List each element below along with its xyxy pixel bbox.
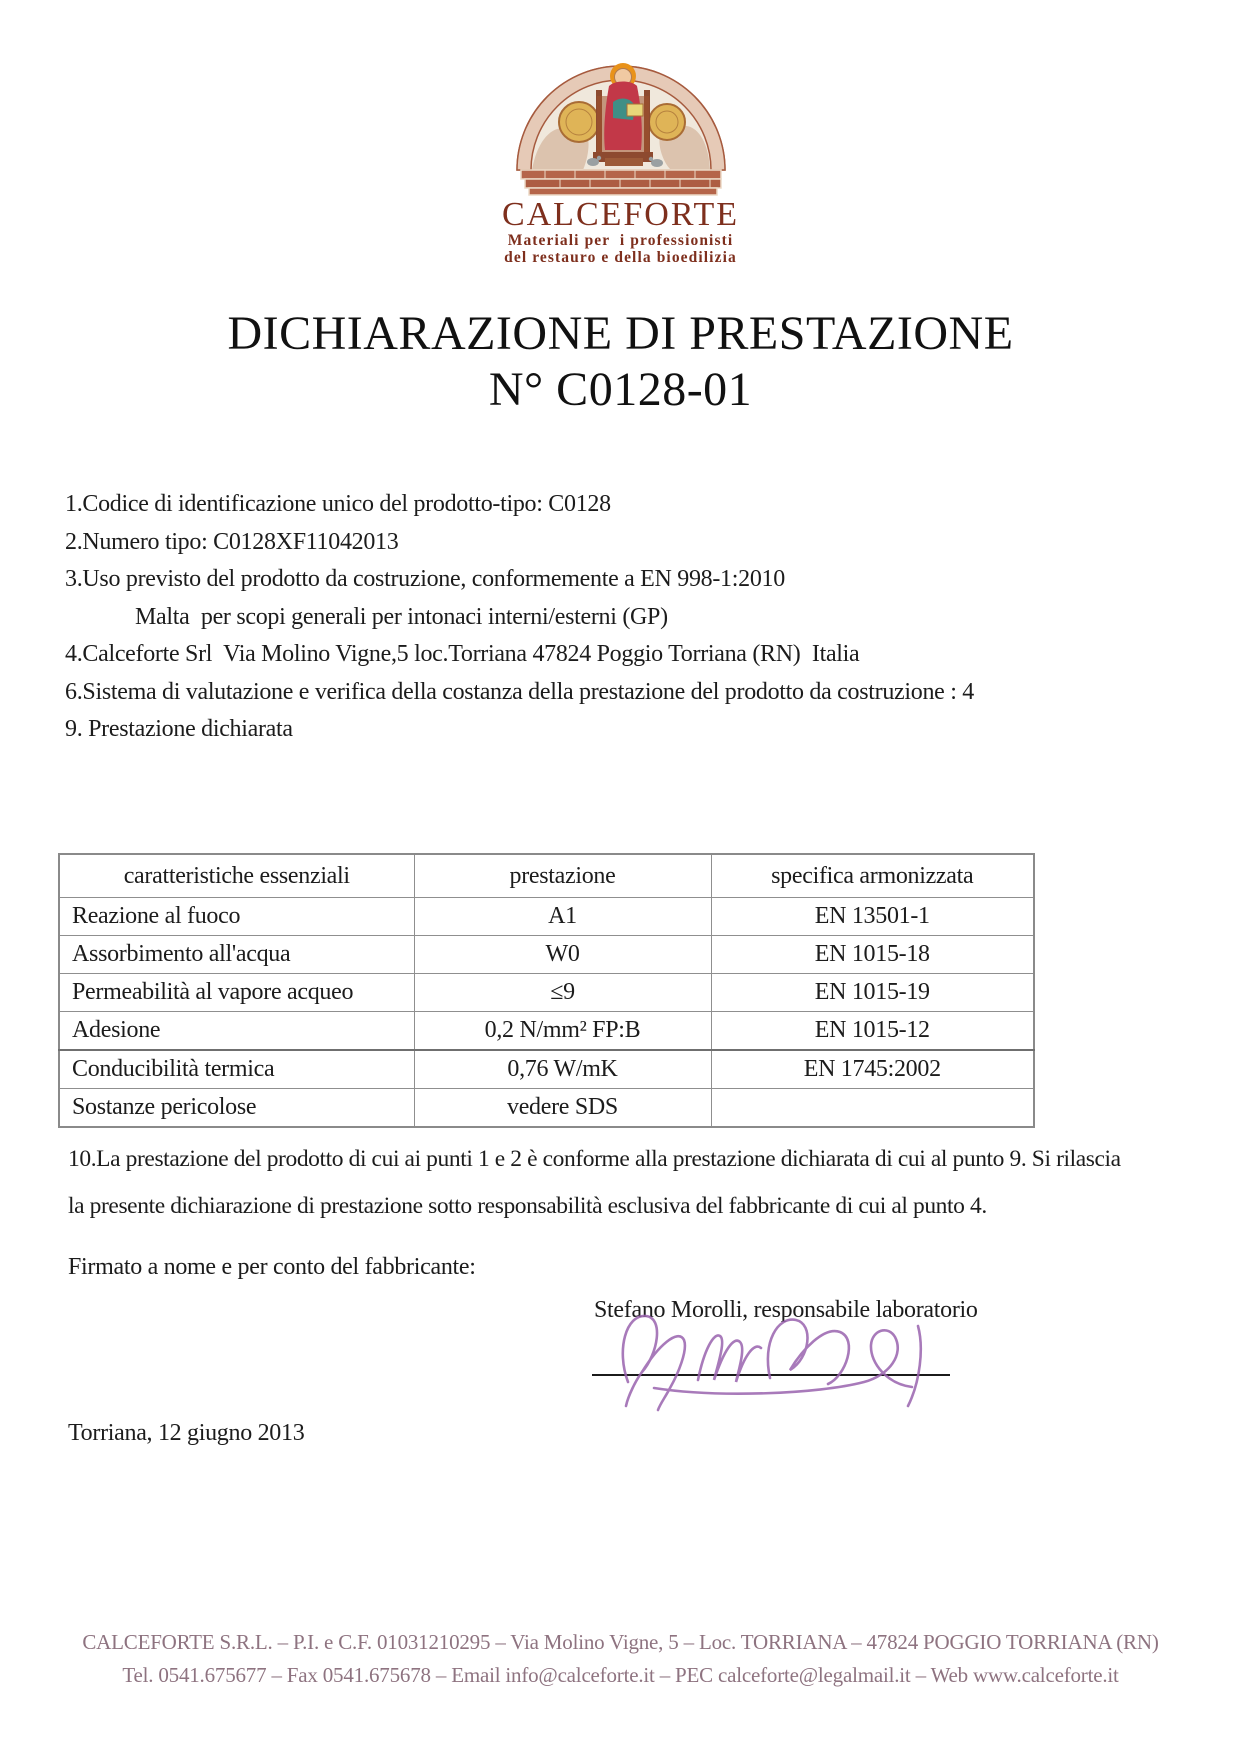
declaration-items bbox=[65, 486, 1201, 749]
signer-name-title: Stefano Morolli, responsabile laboratorio bbox=[594, 1297, 978, 1323]
declaration-item-1: 1.Codice di identificazione unico del prodotto-tipo: C0128 bbox=[65, 491, 611, 517]
document-number: N° C0128-01 bbox=[488, 363, 753, 416]
footer-contacts-line: Tel. 0541.675677 – Fax 0541.675678 – Email info@calceforte.it – PEC calceforte@legalmail.it – Web www.calceforte.it bbox=[122, 1663, 1119, 1687]
table-cell: W0 bbox=[414, 936, 711, 974]
declaration-item-9: 9. Prestazione dichiarata bbox=[65, 716, 293, 742]
table-cell bbox=[711, 1089, 1034, 1128]
brand-logo bbox=[0, 24, 1241, 266]
table-row bbox=[59, 898, 1034, 936]
table-cell: Permeabilità al vapore acqueo bbox=[59, 974, 414, 1012]
table-cell: ≤9 bbox=[414, 974, 711, 1012]
table-cell: A1 bbox=[414, 898, 711, 936]
table-cell: Assorbimento all'acqua bbox=[59, 936, 414, 974]
performance-table bbox=[58, 853, 1035, 1128]
table-header-row bbox=[59, 854, 1034, 898]
table-row bbox=[59, 1012, 1034, 1051]
table-cell: EN 1745:2002 bbox=[711, 1050, 1034, 1089]
table-cell: vedere SDS bbox=[414, 1089, 711, 1128]
header-prestazione: prestazione bbox=[414, 854, 711, 898]
declaration-item-3-sub: Malta per scopi generali per intonaci interni/esterni (GP) bbox=[135, 603, 668, 630]
brand-tagline-line1: Materiali per i professionisti bbox=[507, 232, 734, 249]
signed-on-behalf-label: Firmato a nome e per conto del fabbricante: bbox=[68, 1254, 476, 1280]
brand-name: CALCEFORTE bbox=[501, 196, 740, 233]
fresco-lunette-icon bbox=[505, 24, 737, 196]
table-row bbox=[59, 1050, 1034, 1089]
table-cell: Adesione bbox=[59, 1012, 414, 1051]
header-specifica: specifica armonizzata bbox=[711, 854, 1034, 898]
declaration-item-2: 2.Numero tipo: C0128XF11042013 bbox=[65, 528, 399, 555]
place-date-line: Torriana, 12 giugno 2013 bbox=[68, 1420, 305, 1446]
table-cell: EN 13501-1 bbox=[711, 898, 1034, 936]
company-footer bbox=[0, 1626, 1241, 1692]
declaration-item-3: 3.Uso previsto del prodotto da costruzione, conformemente a EN 998-1:2010 bbox=[65, 566, 785, 592]
table-cell: Sostanze pericolose bbox=[59, 1089, 414, 1128]
table-row bbox=[59, 1089, 1034, 1128]
header-caratteristiche: caratteristiche essenziali bbox=[59, 854, 414, 898]
clause-line-2: la presente dichiarazione di prestazione sotto responsabilità esclusiva del fabbricante di cui al punto 4. bbox=[68, 1193, 987, 1219]
handwritten-signature bbox=[598, 1292, 958, 1414]
brand-tagline-line2: del restauro e della bioedilizia bbox=[504, 248, 737, 266]
declaration-item-4: 4.Calceforte Srl Via Molino Vigne,5 loc.Torriana 47824 Poggio Torriana (RN) Italia bbox=[65, 641, 860, 667]
table-row bbox=[59, 936, 1034, 974]
table-cell: EN 1015-18 bbox=[711, 936, 1034, 974]
table-cell: EN 1015-12 bbox=[711, 1012, 1034, 1051]
document-title-block bbox=[0, 306, 1241, 418]
table-cell: Reazione al fuoco bbox=[59, 898, 414, 936]
table-row bbox=[59, 974, 1034, 1012]
footer-address-line: CALCEFORTE S.R.L. – P.I. e C.F. 01031210295 – Via Molino Vigne, 5 – Loc. TORRIANA – 47824 POGGIO TORRIANA (RN) bbox=[82, 1630, 1159, 1654]
table-cell: 0,76 W/mK bbox=[414, 1050, 711, 1089]
conformity-clause bbox=[68, 1136, 1188, 1230]
document-title: DICHIARAZIONE DI PRESTAZIONE bbox=[227, 307, 1014, 360]
clause-line-1: 10.La prestazione del prodotto di cui ai punti 1 e 2 è conforme alla prestazione dichiarata di cui al punto 9. Si rilascia bbox=[68, 1146, 1121, 1172]
table-cell: EN 1015-19 bbox=[711, 974, 1034, 1012]
table-cell: Conducibilità termica bbox=[59, 1050, 414, 1089]
table-cell: 0,2 N/mm² FP:B bbox=[414, 1012, 711, 1051]
declaration-item-6: 6.Sistema di valutazione e verifica della costanza della prestazione del prodotto da costruzione : 4 bbox=[65, 678, 974, 705]
